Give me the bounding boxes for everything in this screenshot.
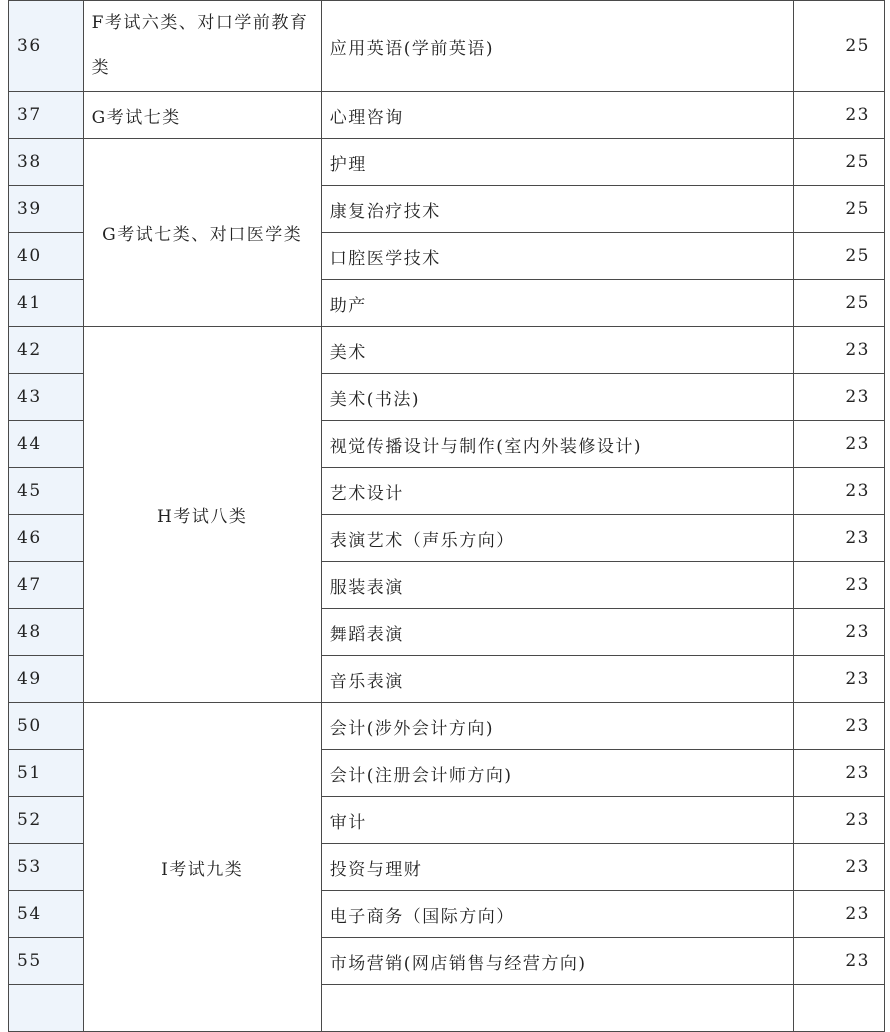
major-cell: 服装表演: [321, 562, 793, 609]
score-cell: 23: [794, 92, 885, 139]
row-number: 36: [9, 1, 84, 92]
table-row: [9, 327, 885, 374]
row-number: 47: [9, 562, 84, 609]
score-cell: 25: [794, 1, 885, 92]
major-cell: 艺术设计: [321, 468, 793, 515]
major-cell: 康复治疗技术: [321, 186, 793, 233]
score-cell: 25: [794, 280, 885, 327]
score-cell: 23: [794, 468, 885, 515]
score-cell: 25: [794, 233, 885, 280]
row-number: 51: [9, 750, 84, 797]
row-number: 37: [9, 92, 84, 139]
score-cell: 23: [794, 374, 885, 421]
row-number: 49: [9, 656, 84, 703]
score-cell: 23: [794, 562, 885, 609]
major-cell: 心理咨询: [321, 92, 793, 139]
row-number: 41: [9, 280, 84, 327]
score-cell: 23: [794, 844, 885, 891]
category-cell: I考试九类: [83, 703, 321, 1032]
row-number: 43: [9, 374, 84, 421]
row-number: 50: [9, 703, 84, 750]
major-cell: 审计: [321, 797, 793, 844]
major-cell: 护理: [321, 139, 793, 186]
major-cell: 美术: [321, 327, 793, 374]
major-cell: 会计(注册会计师方向): [321, 750, 793, 797]
table-row: [9, 1, 885, 92]
major-cell: 舞蹈表演: [321, 609, 793, 656]
score-cell: 23: [794, 515, 885, 562]
row-number: 54: [9, 891, 84, 938]
major-cell: 电子商务（国际方向）: [321, 891, 793, 938]
major-cell: 市场营销(网店销售与经营方向): [321, 938, 793, 985]
score-cell: 23: [794, 421, 885, 468]
category-cell: F考试六类、对口学前教育类: [83, 1, 321, 92]
score-cell: 23: [794, 750, 885, 797]
major-cell: 会计(涉外会计方向): [321, 703, 793, 750]
major-cell: 助产: [321, 280, 793, 327]
major-cell: 表演艺术（声乐方向）: [321, 515, 793, 562]
score-cell: 23: [794, 797, 885, 844]
row-number: 42: [9, 327, 84, 374]
score-cell: 25: [794, 139, 885, 186]
table-row: [9, 703, 885, 750]
major-cell: 投资与理财: [321, 844, 793, 891]
score-cell: 23: [794, 891, 885, 938]
score-cell: 25: [794, 186, 885, 233]
category-cell: G考试七类、对口医学类: [83, 139, 321, 327]
major-cell-empty: [321, 985, 793, 1032]
row-number: 40: [9, 233, 84, 280]
category-cell: H考试八类: [83, 327, 321, 703]
table-row: [9, 92, 885, 139]
score-cell: 23: [794, 327, 885, 374]
row-number: 45: [9, 468, 84, 515]
row-number: 38: [9, 139, 84, 186]
major-cell: 美术(书法): [321, 374, 793, 421]
major-cell: 应用英语(学前英语): [321, 1, 793, 92]
row-number: 39: [9, 186, 84, 233]
category-cell: G考试七类: [83, 92, 321, 139]
score-cell: 23: [794, 703, 885, 750]
score-cell: 23: [794, 656, 885, 703]
row-number: 48: [9, 609, 84, 656]
row-number: 52: [9, 797, 84, 844]
score-cell-empty: [794, 985, 885, 1032]
admission-score-table: [8, 0, 885, 1032]
major-cell: 视觉传播设计与制作(室内外装修设计): [321, 421, 793, 468]
row-number: 44: [9, 421, 84, 468]
row-number: 55: [9, 938, 84, 985]
row-number-empty: [9, 985, 84, 1032]
major-cell: 音乐表演: [321, 656, 793, 703]
row-number: 53: [9, 844, 84, 891]
table-row: [9, 139, 885, 186]
row-number: 46: [9, 515, 84, 562]
score-cell: 23: [794, 938, 885, 985]
major-cell: 口腔医学技术: [321, 233, 793, 280]
score-cell: 23: [794, 609, 885, 656]
